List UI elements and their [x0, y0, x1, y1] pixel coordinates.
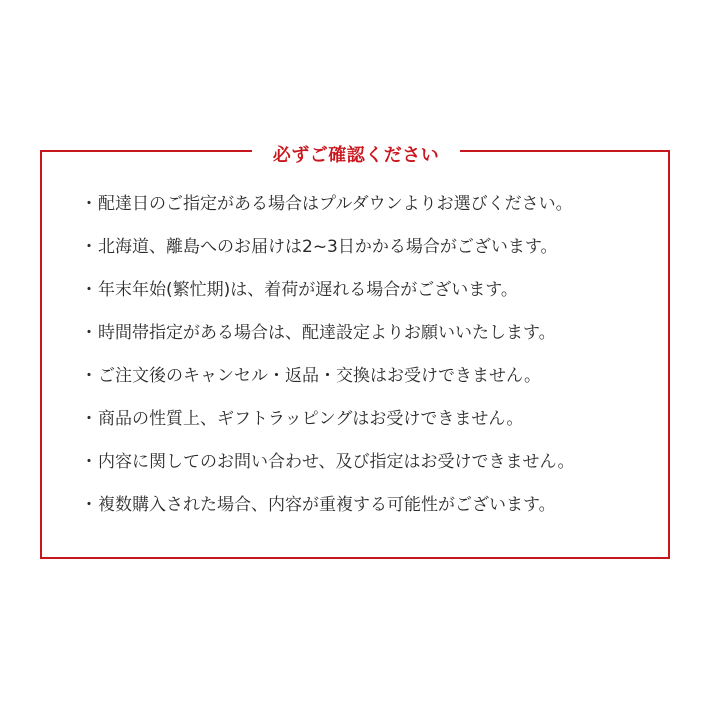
bullet: ・ [80, 495, 98, 515]
notice-text: 商品の性質上、ギフトラッピングはお受けできません。 [98, 409, 524, 429]
list-item [80, 404, 660, 447]
list-item [80, 189, 660, 232]
list-item [80, 232, 660, 275]
notice-list [80, 189, 660, 533]
notice-text: 複数購入された場合、内容が重複する可能性がございます。 [98, 495, 556, 515]
notice-text: 配達日のご指定がある場合はプルダウンよりお選びください。 [98, 194, 573, 214]
notice-title: 必ずご確認ください [252, 141, 460, 171]
bullet: ・ [80, 452, 98, 472]
bullet: ・ [80, 323, 98, 343]
bullet: ・ [80, 280, 98, 300]
list-item [80, 490, 660, 533]
notice-text: 時間帯指定がある場合は、配達設定よりお願いいたします。 [98, 323, 556, 343]
notice-text: ご注文後のキャンセル・返品・交換はお受けできません。 [98, 366, 542, 386]
list-item [80, 275, 660, 318]
list-item [80, 318, 660, 361]
bullet: ・ [80, 409, 98, 429]
notice-text: 内容に関してのお問い合わせ、及び指定はお受けできません。 [98, 452, 575, 472]
bullet: ・ [80, 366, 98, 386]
bullet: ・ [80, 194, 98, 214]
bullet: ・ [80, 237, 98, 257]
notice-text: 年末年始(繁忙期)は、着荷が遅れる場合がございます。 [98, 280, 518, 300]
notice-text: 北海道、離島へのお届けは2~3日かかる場合がございます。 [98, 237, 558, 257]
list-item [80, 361, 660, 404]
list-item [80, 447, 660, 490]
